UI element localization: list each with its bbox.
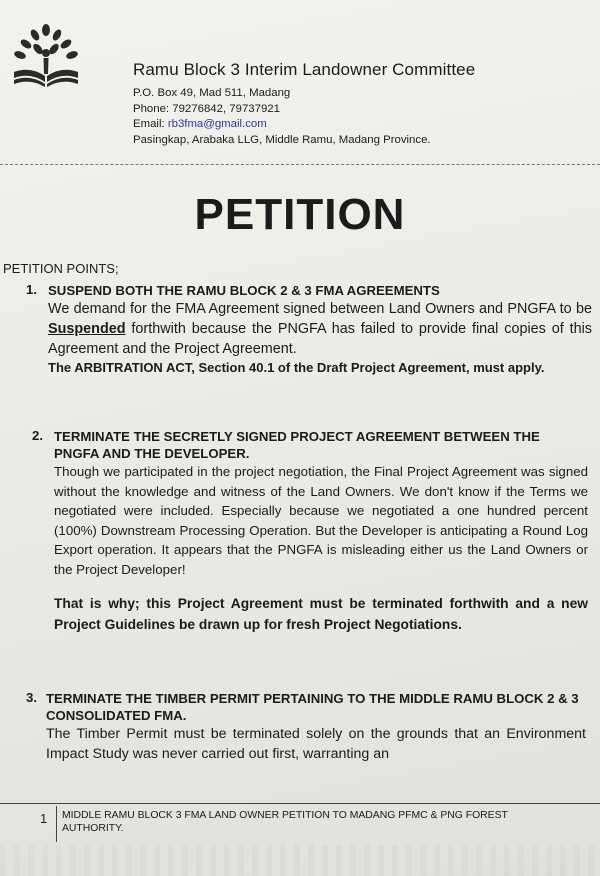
email-address: rb3fma@gmail.com (167, 118, 267, 130)
email-line (133, 117, 553, 133)
footer-text: MIDDLE RAMU BLOCK 3 FMA LAND OWNER PETITION TO MADANG PFMC & PNG FOREST AUTHORITY. (62, 810, 508, 834)
point-text-part: We demand for the FMA Agreement signed between Land Owners and PNGFA to be (48, 301, 592, 317)
emphasis-suspended: Suspended (48, 321, 126, 337)
point-text: Though we participated in the project negotiation, the Final Project Agreement was signed without the knowledge and witness of the Land Owners. We don't know if the Terms we negotiated were included. Especially because we negotiated a one hundred percent (100%) Downstream Processing Operation. But the Developer is anticipating a Round Log Export operation. It appears that the PNGFA is misleading either us the Land Owners or the Project Developer! (54, 464, 588, 577)
arbitration-note: The ARBITRATION ACT, Section 40.1 of the Draft Project Agreement, must apply. (48, 360, 545, 375)
point-heading: SUSPEND BOTH THE RAMU BLOCK 2 & 3 FMA AGREEMENTS (48, 283, 440, 298)
address: Pasingkap, Arabaka LLG, Middle Ramu, Madang Province. (133, 133, 431, 146)
petition-point-2 (32, 428, 588, 635)
page-number: 1 (40, 811, 48, 826)
point-number: 2. (32, 428, 43, 443)
point-text-part: forthwith because the PNGFA has failed to provide final copies of this Agreement and the Project Agreement. (48, 321, 592, 357)
point-number: 3. (26, 690, 37, 705)
footer-vertical-rule (56, 806, 57, 842)
letterhead (133, 60, 553, 148)
petition-points-label: PETITION POINTS; (3, 261, 119, 276)
petition-point-3 (26, 690, 586, 764)
point-text: The Timber Permit must be terminated solely on the grounds that an Environment Impact Study was never carried out first, warranting an (46, 726, 586, 762)
footer-divider (0, 803, 600, 804)
phone-numbers: Phone: 79276842, 79737921 (133, 102, 280, 115)
header-divider (0, 164, 600, 165)
point-closing: That is why; this Project Agreement must be terminated forthwith and a new Project Guidelines be drawn up for fresh Project Negotiations. (54, 596, 588, 632)
petition-point-1 (26, 282, 592, 377)
point-number: 1. (26, 282, 37, 297)
paper-texture (0, 845, 600, 876)
tree-book-logo-icon (8, 22, 84, 100)
po-box: P.O. Box 49, Mad 511, Madang (133, 87, 291, 99)
point-text (48, 299, 592, 359)
email-label: Email: (133, 118, 168, 130)
organization-name: Ramu Block 3 Interim Landowner Committee (133, 60, 476, 79)
point-heading: TERMINATE THE SECRETLY SIGNED PROJECT AGREEMENT BETWEEN THE PNGFA AND THE DEVELOPER. (54, 429, 540, 461)
page-title: PETITION (194, 190, 406, 239)
point-heading: TERMINATE THE TIMBER PERMIT PERTAINING TO THE MIDDLE RAMU BLOCK 2 & 3 CONSOLIDATED FMA. (46, 691, 579, 723)
